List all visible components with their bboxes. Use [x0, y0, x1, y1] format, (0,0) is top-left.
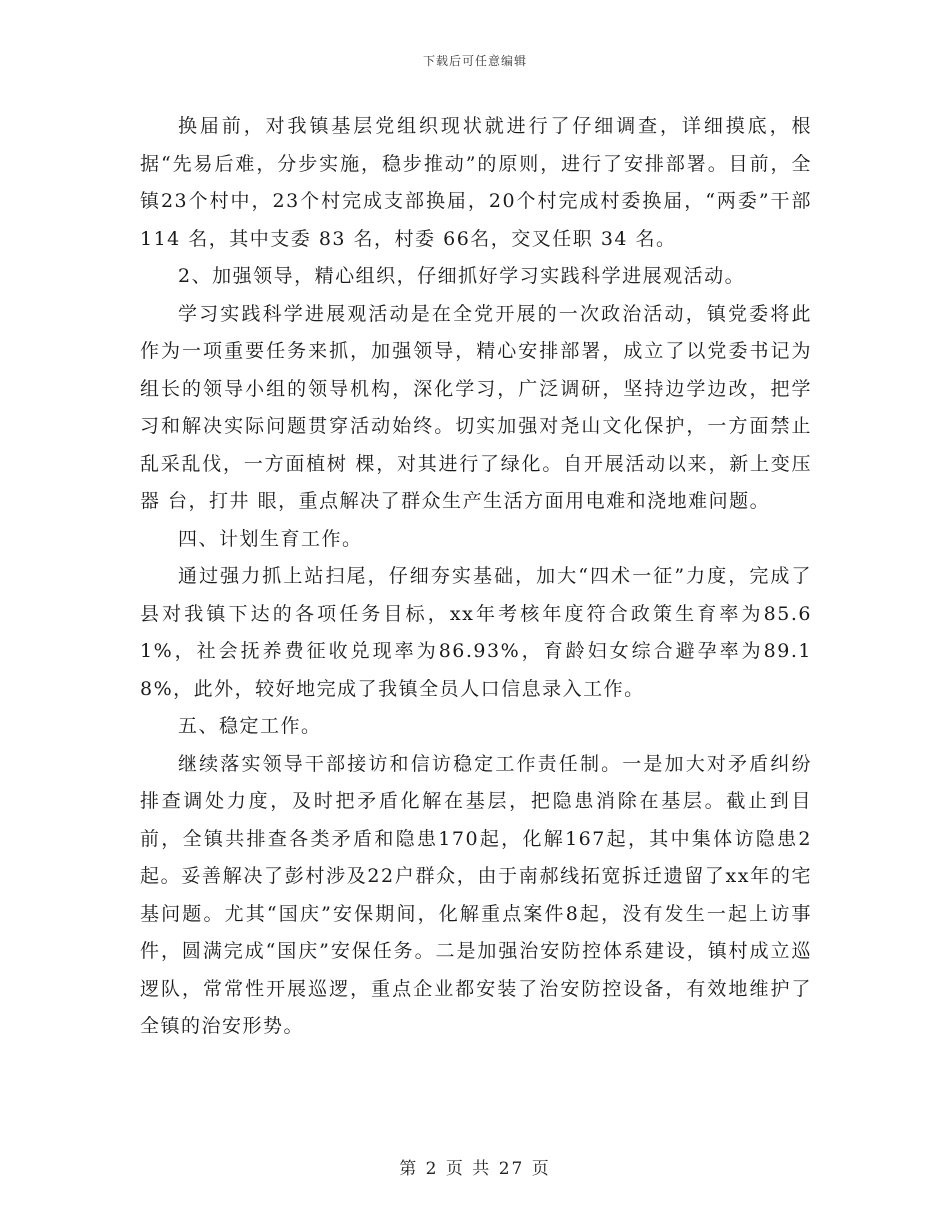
- page-footer: 第 2 页 共 27 页: [399, 1159, 551, 1179]
- paragraph-heading-leadership: 2、加强领导，精心组织，仔细抓好学习实践科学进展观活动。: [178, 265, 746, 287]
- paragraph-stability: 继续落实领导干部接访和信访稳定工作责任制。一是加大对矛盾纠纷排查调处力度，及时把矛盾化解在基层，把隐患消除在基层。截止到目前，全镇共排查各类矛盾和隐患170起，化解167起，其中集体访隐患2起。妥善解决了彭村涉及22户群众，由于南郝线拓宽拆迁遗留了xx年的宅基问题。尤其“国庆”安保期间，化解重点案件8起，没有发生一起上访事件，圆满完成“国庆”安保任务。二是加强治安防控体系建设，镇村成立巡逻队，常常性开展巡逻，重点企业都安装了治安防控设备，有效地维护了全镇的治安形势。: [140, 752, 812, 1037]
- paragraph-election: 换届前，对我镇基层党组织现状就进行了仔细调查，详细摸底，根据“先易后难，分步实施，稳步推动”的原则，进行了安排部署。目前，全镇23个村中，23个村完成支部换届，20个村完成村委换届，“两委”干部 114 名，其中支委 83 名，村委 66名，交叉任职 34 名。: [140, 115, 812, 250]
- paragraph-study-practice: 学习实践科学进展观活动是在全党开展的一次政治活动，镇党委将此作为一项重要任务来抓，加强领导，精心安排部署，成立了以党委书记为组长的领导小组的领导机构，深化学习，广泛调研，坚持边学边改，把学习和解决实际问题贯穿活动始终。切实加强对尧山文化保护，一方面禁止乱采乱伐，一方面植树 棵，对其进行了绿化。自开展活动以来，新上变压器 台，打井 眼，重点解决了群众生产生活方面用电难和浇地难问题。: [140, 302, 812, 512]
- paragraph-heading-family-planning: 四、计划生育工作。: [178, 527, 363, 550]
- page-header: 下载后可任意编辑: [422, 54, 527, 68]
- document-body: [140, 108, 812, 1046]
- paragraph-family-planning: 通过强力抓上站扫尾，仔细夯实基础，加大“四术一征”力度，完成了县对我镇下达的各项任务目标，xx年考核年度符合政策生育率为85.61%，社会抚养费征收兑现率为86.93%，育龄妇女综合避孕率为89.18%，此外，较好地完成了我镇全员人口信息录入工作。: [140, 565, 812, 700]
- paragraph-heading-stability: 五、稳定工作。: [178, 715, 322, 737]
